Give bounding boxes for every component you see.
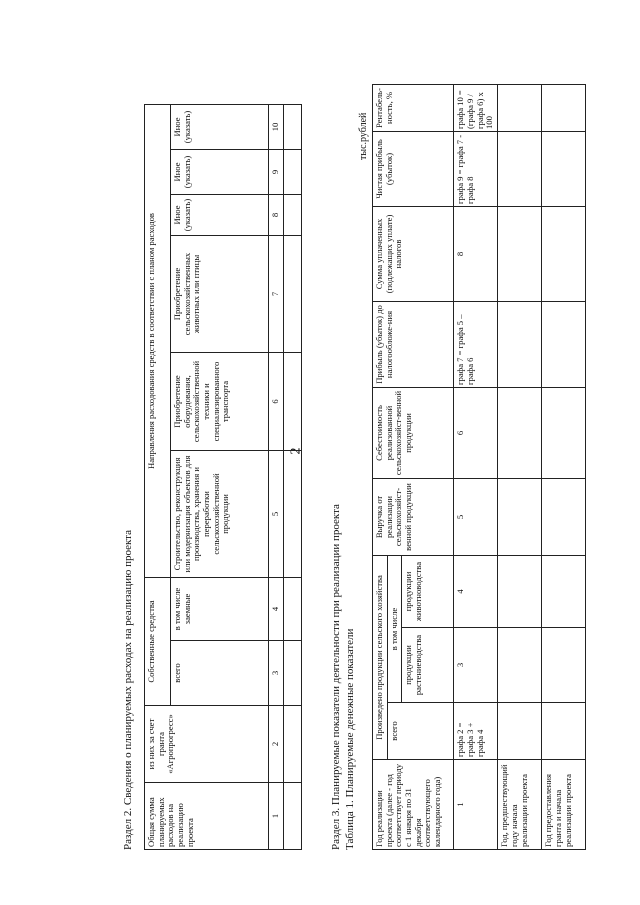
s2-col-number: 9: [269, 150, 284, 195]
s2-header-total: Общая сумма планируемых расходов на реализацию проекта: [145, 783, 269, 850]
s2-col-number: 4: [269, 578, 284, 641]
s2-data-cell: [283, 706, 301, 783]
s2-header-dir-other: Иное (указать): [171, 150, 269, 195]
s2-data-cell: [283, 353, 301, 451]
section3-units: тыс.рублей: [358, 112, 369, 160]
section3-table-title: Таблица 1. Планируемые денежные показатели: [344, 628, 356, 850]
s3-data-cell: [498, 555, 542, 627]
s2-data-cell: [283, 236, 301, 353]
s2-header-own: Собственные средства: [145, 578, 171, 706]
s2-header-dir-equipment: Приобретение оборудования, сельскохозяйственной техники и специализированного транспорта: [171, 353, 269, 451]
s2-data-cell: [283, 641, 301, 706]
s3-data-cell: [542, 84, 586, 131]
s2-data-cell: [283, 104, 301, 149]
s3-col-number: 3: [454, 628, 498, 703]
s2-header-dir-other: Иное (указать): [171, 104, 269, 149]
s3-data-cell: [498, 387, 542, 478]
s3-data-cell: [498, 628, 542, 703]
s3-data-cell: [498, 84, 542, 131]
s2-data-cell: [283, 578, 301, 641]
s2-header-dir-construction: Строительство, реконструкция или модернизация объектов для производства, хранения и переработки сельскохозяйственной продукции: [171, 451, 269, 578]
s3-formula-c2: графа 2 = графа 3 + графа 4: [454, 703, 498, 760]
s2-header-own-total: всего: [171, 641, 269, 706]
section2-title: Раздел 2. Сведения о планируемых расходах на реализацию проекта: [122, 529, 134, 850]
s3-row-label: Год предоставления гранта и начала реализации проекта: [542, 760, 586, 850]
s2-col-number: 3: [269, 641, 284, 706]
s3-formula-c9: графа 9 = графа 7 - графа 8: [454, 131, 498, 206]
s3-data-cell: [542, 703, 586, 760]
s3-data-cell: [498, 206, 542, 301]
s3-header-crop: продукции растениеводства: [402, 628, 454, 703]
s3-header-profitability: Рентабель-ность, %: [373, 84, 454, 131]
s2-col-number: 1: [269, 783, 284, 850]
section2-table: [144, 104, 302, 850]
s2-data-cell: [283, 451, 301, 578]
s2-header-dir-other: Иное (указать): [171, 195, 269, 236]
s3-col-number: 5: [454, 478, 498, 555]
s2-header-grant: из них за счет гранта «Агропрогресс»: [145, 706, 269, 783]
s3-header-net-profit: Чистая прибыль (убыток): [373, 131, 454, 206]
s3-data-cell: [542, 206, 586, 301]
s3-header-livestock: продукции животноводства: [402, 555, 454, 627]
s3-data-cell: [542, 628, 586, 703]
s3-data-cell: [498, 301, 542, 387]
s2-col-number: 2: [269, 706, 284, 783]
s3-data-cell: [542, 478, 586, 555]
s3-col-number: 4: [454, 555, 498, 627]
s2-col-number: 7: [269, 236, 284, 353]
s3-header-profit-before-tax: Прибыль (убыток) до налогообложе-ния: [373, 301, 454, 387]
s3-data-cell: [498, 703, 542, 760]
s3-col-number: 1: [454, 760, 498, 850]
s2-header-dir-animals: Приобретение сельскохозяйственных животных или птицы: [171, 236, 269, 353]
s3-header-revenue: Выручка от реализации сельскохозяйст-венной продукции: [373, 478, 454, 555]
s3-header-cost: Себестоимость реализованной сельскохозяйст-венной продукции: [373, 387, 454, 478]
s2-col-number: 10: [269, 104, 284, 149]
s3-col-number: 6: [454, 387, 498, 478]
s2-col-number: 5: [269, 451, 284, 578]
s3-header-year: Год реализации проекта (далее - год соответствует периоду с 1 января по 31 декабря соответствующего календарного года): [373, 760, 454, 850]
s2-data-cell: [283, 150, 301, 195]
s2-data-cell: [283, 783, 301, 850]
section3-table: [372, 84, 586, 850]
page-number: 2: [288, 447, 304, 455]
section3-title: Раздел 3. Планируемые показатели деятельности при реализации проекта: [330, 504, 342, 850]
s3-data-cell: [542, 301, 586, 387]
s2-col-number: 6: [269, 353, 284, 451]
s3-header-taxes: Сумма уплаченных (подлежащих уплате) налогов: [373, 206, 454, 301]
s3-row-label: Год, предшествующий году начала реализации проекта: [498, 760, 542, 850]
s3-data-cell: [542, 131, 586, 206]
s2-col-number: 8: [269, 195, 284, 236]
s3-data-cell: [542, 387, 586, 478]
s3-header-incl: в том числе: [387, 555, 402, 702]
s3-data-cell: [498, 478, 542, 555]
s3-header-produced: Произведено продукции сельского хозяйства: [373, 555, 388, 759]
s3-col-number: 8: [454, 206, 498, 301]
s3-formula-c10: графа 10 = (графа 9 / графа 6) x 100: [454, 84, 498, 131]
s2-header-own-borrowed: в том числе заемные: [171, 578, 269, 641]
s2-header-directions: Направления расходования средств в соответствии с планом расходов: [145, 104, 171, 577]
s3-data-cell: [498, 131, 542, 206]
s2-data-cell: [283, 195, 301, 236]
s3-header-produced-total: всего: [387, 703, 454, 760]
s3-formula-c7: графа 7 = графа 5 – графа 6: [454, 301, 498, 387]
s3-data-cell: [542, 555, 586, 627]
